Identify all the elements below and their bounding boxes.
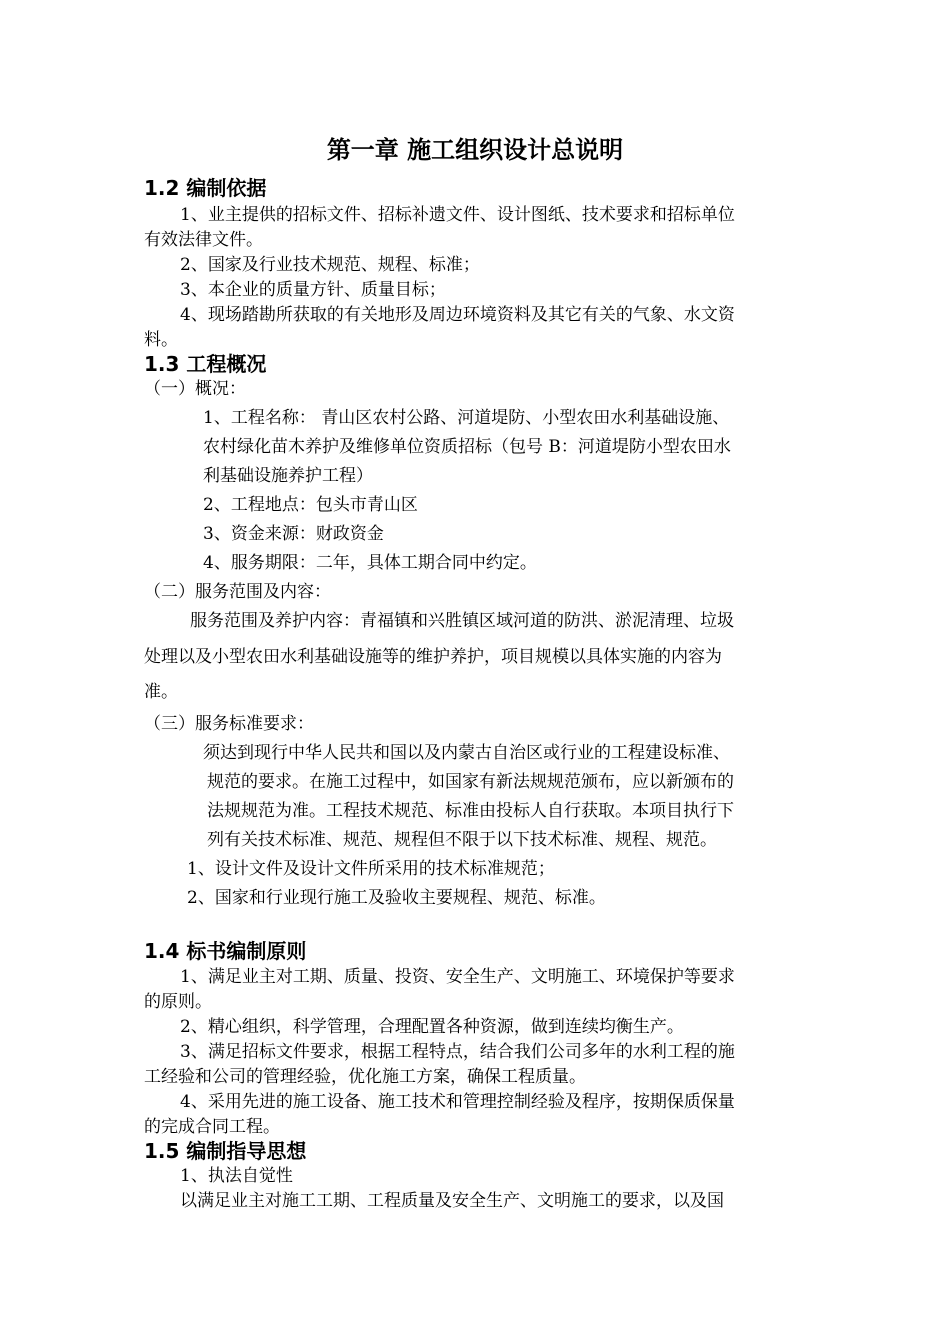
paragraph-line: 规范的要求。在施工过程中，如国家有新法规规范颁布，应以新颁布的 (207, 772, 734, 792)
subsection-heading: （一）概况： (144, 379, 246, 399)
paragraph-line: 1、设计文件及设计文件所采用的技术标准规范； (187, 859, 555, 879)
paragraph-line: 4、服务期限：二年，具体工期合同中约定。 (203, 553, 537, 573)
paragraph-line: 列有关技术标准、规范、规程但不限于以下技术标准、规程、规范。 (207, 830, 717, 850)
paragraph-line: 1、执法自觉性 (180, 1166, 293, 1186)
paragraph-line: 1、满足业主对工期、质量、投资、安全生产、文明施工、环境保护等要求 (180, 967, 735, 987)
paragraph-line: 准。 (144, 682, 178, 702)
paragraph-line: 须达到现行中华人民共和国以及内蒙古自治区或行业的工程建设标准、 (203, 743, 730, 763)
paragraph-line: 1、业主提供的招标文件、招标补遗文件、设计图纸、技术要求和招标单位 (180, 205, 735, 225)
paragraph-line: 法规规范为准。工程技术规范、标准由投标人自行获取。本项目执行下 (207, 801, 734, 821)
page-title: 第一章 施工组织设计总说明 (326, 136, 624, 164)
paragraph-line: 处理以及小型农田水利基础设施等的维护养护，项目规模以具体实施的内容为 (144, 647, 722, 667)
paragraph-line: 3、资金来源：财政资金 (203, 524, 384, 544)
subsection-heading: （二）服务范围及内容： (144, 582, 331, 602)
section-heading-1-2: 1.2 编制依据 (144, 176, 267, 200)
section-heading-1-5: 1.5 编制指导思想 (144, 1139, 307, 1163)
paragraph-line: 的原则。 (144, 992, 212, 1012)
section-heading-1-4: 1.4 标书编制原则 (144, 939, 307, 963)
paragraph-line: 4、现场踏勘所获取的有关地形及周边环境资料及其它有关的气象、水文资 (180, 305, 735, 325)
paragraph-line: 工经验和公司的管理经验，优化施工方案，确保工程质量。 (144, 1067, 586, 1087)
paragraph-line: 3、本企业的质量方针、质量目标； (180, 280, 446, 300)
paragraph-line: 2、国家和行业现行施工及验收主要规程、规范、标准。 (187, 888, 606, 908)
section-heading-1-3: 1.3 工程概况 (144, 352, 267, 376)
paragraph-line: 2、国家及行业技术规范、规程、标准； (180, 255, 480, 275)
paragraph-line: 的完成合同工程。 (144, 1117, 280, 1137)
subsection-heading: （三）服务标准要求： (144, 714, 314, 734)
paragraph-line: 1、工程名称： 青山区农村公路、河道堤防、小型农田水利基础设施、 (203, 408, 730, 428)
paragraph-line: 2、工程地点：包头市青山区 (203, 495, 418, 515)
paragraph-line: 有效法律文件。 (144, 230, 263, 250)
paragraph-line: 2、精心组织，科学管理，合理配置各种资源，做到连续均衡生产。 (180, 1017, 684, 1037)
paragraph-line: 农村绿化苗木养护及维修单位资质招标（包号 B：河道堤防小型农田水 (203, 437, 731, 457)
paragraph-line: 以满足业主对施工工期、工程质量及安全生产、文明施工的要求，以及国 (180, 1191, 724, 1211)
paragraph-line: 3、满足招标文件要求，根据工程特点，结合我们公司多年的水利工程的施 (180, 1042, 735, 1062)
paragraph-line: 料。 (144, 330, 178, 350)
paragraph-line: 4、采用先进的施工设备、施工技术和管理控制经验及程序，按期保质保量 (180, 1092, 735, 1112)
paragraph-line: 利基础设施养护工程） (203, 466, 373, 486)
paragraph-line: 服务范围及养护内容：青福镇和兴胜镇区域河道的防洪、淤泥清理、垃圾 (190, 611, 734, 631)
